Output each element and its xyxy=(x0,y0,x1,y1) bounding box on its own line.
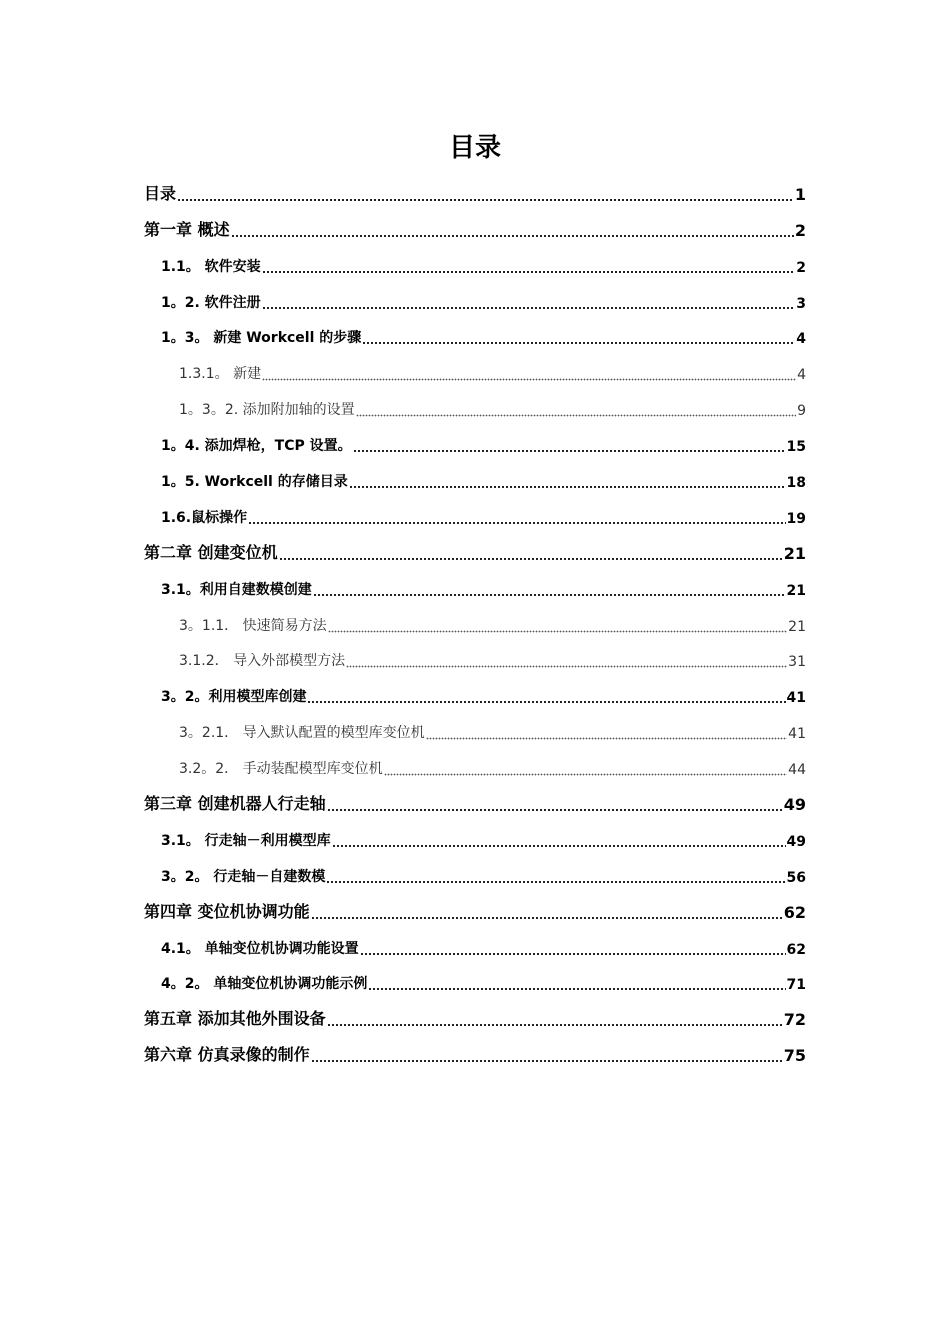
toc-entry-label: 第六章 仿真录像的制作 xyxy=(144,1045,310,1065)
dot-leader xyxy=(384,764,788,776)
dot-leader xyxy=(426,728,788,740)
dot-leader xyxy=(248,513,785,525)
toc-entry-label: 3.1。利用自建数模创建 xyxy=(161,581,312,598)
dot-leader xyxy=(353,441,786,453)
toc-entry-level-3[interactable] xyxy=(144,639,806,675)
dot-leader xyxy=(311,1051,783,1063)
toc-entry-page-number: 72 xyxy=(783,1010,806,1030)
toc-entry-label: 4.1。 单轴变位机协调功能设置 xyxy=(161,940,359,957)
dot-leader xyxy=(362,333,795,345)
dot-leader xyxy=(326,872,785,884)
dot-leader xyxy=(360,944,786,956)
toc-entry-page-number: 15 xyxy=(786,439,806,456)
dot-leader xyxy=(368,979,785,991)
toc-entry-label: 1.3.1。 新建 xyxy=(179,366,262,383)
toc-entry-level-2[interactable] xyxy=(144,459,806,495)
dot-leader xyxy=(279,549,783,561)
toc-entry-page-number: 41 xyxy=(786,690,806,707)
toc-entry-page-number: 49 xyxy=(783,795,806,815)
toc-entry-label: 第一章 概述 xyxy=(144,219,230,239)
toc-entry-label: 3.1.2． 导入外部模型方法 xyxy=(179,653,346,670)
toc-entry-label: 1。5. Workcell 的存储目录 xyxy=(161,474,348,491)
toc-entry-page-number: 3 xyxy=(796,295,806,312)
dot-leader xyxy=(262,298,796,310)
toc-entry-page-number: 19 xyxy=(786,510,806,527)
toc-entry-label: 3。2。利用模型库创建 xyxy=(161,689,307,706)
toc-entry-page-number: 9 xyxy=(797,403,806,420)
dot-leader xyxy=(327,1015,783,1027)
toc-entry-level-1[interactable] xyxy=(144,531,806,567)
toc-entry-page-number: 21 xyxy=(786,582,806,599)
dot-leader xyxy=(346,656,787,668)
toc-entry-page-number: 1 xyxy=(794,184,806,204)
toc-entry-label: 第三章 创建机器人行走轴 xyxy=(144,794,326,814)
toc-entry-page-number: 21 xyxy=(783,543,806,563)
toc-entry-label: 3。1.1． 快速简易方法 xyxy=(179,617,327,634)
dot-leader xyxy=(313,585,786,597)
toc-entry-level-1[interactable] xyxy=(144,172,806,208)
dot-leader xyxy=(356,405,796,417)
toc-entry-level-2[interactable] xyxy=(144,962,806,998)
dot-leader xyxy=(327,800,783,812)
toc-entry-label: 1。3。 新建 Workcell 的步骤 xyxy=(161,330,362,347)
toc-entry-page-number: 31 xyxy=(788,654,806,671)
toc-entry-level-3[interactable] xyxy=(144,351,806,387)
toc-entry-label: 3。2。 行走轴－自建数模 xyxy=(161,868,326,885)
toc-entry-label: 3。2.1． 导入默认配置的模型库变位机 xyxy=(179,725,425,742)
toc-entry-level-3[interactable] xyxy=(144,603,806,639)
dot-leader xyxy=(231,226,794,238)
toc-entry-level-2[interactable] xyxy=(144,244,806,280)
toc-entry-label: 第四章 变位机协调功能 xyxy=(144,901,310,921)
toc-entry-level-3[interactable] xyxy=(144,710,806,746)
toc-entry-label: 3.1。 行走轴－利用模型库 xyxy=(161,832,331,849)
toc-entry-page-number: 62 xyxy=(786,941,806,958)
toc-entry-page-number: 21 xyxy=(788,618,806,635)
toc-entry-level-2[interactable] xyxy=(144,423,806,459)
toc-entry-label: 1.1。 软件安装 xyxy=(161,258,261,275)
toc-entry-level-2[interactable] xyxy=(144,567,806,603)
dot-leader xyxy=(262,262,796,274)
toc-entry-level-2[interactable] xyxy=(144,926,806,962)
toc-entry-page-number: 56 xyxy=(786,869,806,886)
toc-entry-level-1[interactable] xyxy=(144,997,806,1033)
dot-leader xyxy=(328,621,788,633)
toc-entry-label: 1。2. 软件注册 xyxy=(161,294,261,311)
toc-entry-level-2[interactable] xyxy=(144,674,806,710)
toc-entry-page-number: 62 xyxy=(783,902,806,922)
toc-entry-level-1[interactable] xyxy=(144,782,806,818)
toc-entry-page-number: 71 xyxy=(786,977,806,994)
dot-leader xyxy=(307,692,785,704)
toc-entry-level-3[interactable] xyxy=(144,387,806,423)
toc-entry-level-2[interactable] xyxy=(144,316,806,352)
toc-entry-page-number: 4 xyxy=(796,331,806,348)
toc-entry-page-number: 4 xyxy=(797,367,806,384)
table-of-contents xyxy=(144,172,806,1069)
dot-leader xyxy=(262,369,796,381)
toc-entry-label: 3.2。2． 手动装配模型库变位机 xyxy=(179,761,383,778)
toc-entry-level-1[interactable] xyxy=(144,208,806,244)
toc-entry-level-2[interactable] xyxy=(144,854,806,890)
toc-entry-label: 1。4. 添加焊枪，TCP 设置。 xyxy=(161,438,352,455)
dot-leader xyxy=(332,836,786,848)
toc-entry-level-1[interactable] xyxy=(144,890,806,926)
toc-entry-page-number: 18 xyxy=(786,475,806,492)
toc-entry-label: 第二章 创建变位机 xyxy=(144,542,278,562)
dot-leader xyxy=(177,190,794,202)
toc-entry-level-2[interactable] xyxy=(144,280,806,316)
toc-entry-level-2[interactable] xyxy=(144,495,806,531)
toc-entry-page-number: 2 xyxy=(796,259,806,276)
toc-entry-label: 目录 xyxy=(144,183,177,203)
toc-entry-level-2[interactable] xyxy=(144,818,806,854)
toc-entry-label: 1。3。2. 添加附加轴的设置 xyxy=(179,402,355,419)
toc-entry-label: 第五章 添加其他外围设备 xyxy=(144,1009,326,1029)
toc-entry-label: 1.6.鼠标操作 xyxy=(161,509,248,526)
toc-entry-page-number: 41 xyxy=(788,726,806,743)
toc-entry-level-1[interactable] xyxy=(144,1033,806,1069)
toc-entry-page-number: 44 xyxy=(788,762,806,779)
dot-leader xyxy=(311,908,783,920)
page-title: 目录 xyxy=(448,133,501,163)
toc-entry-level-3[interactable] xyxy=(144,746,806,782)
toc-entry-page-number: 2 xyxy=(794,220,806,240)
toc-entry-label: 4。2。 单轴变位机协调功能示例 xyxy=(161,976,368,993)
dot-leader xyxy=(349,477,786,489)
toc-entry-page-number: 75 xyxy=(783,1046,806,1066)
toc-entry-page-number: 49 xyxy=(786,833,806,850)
